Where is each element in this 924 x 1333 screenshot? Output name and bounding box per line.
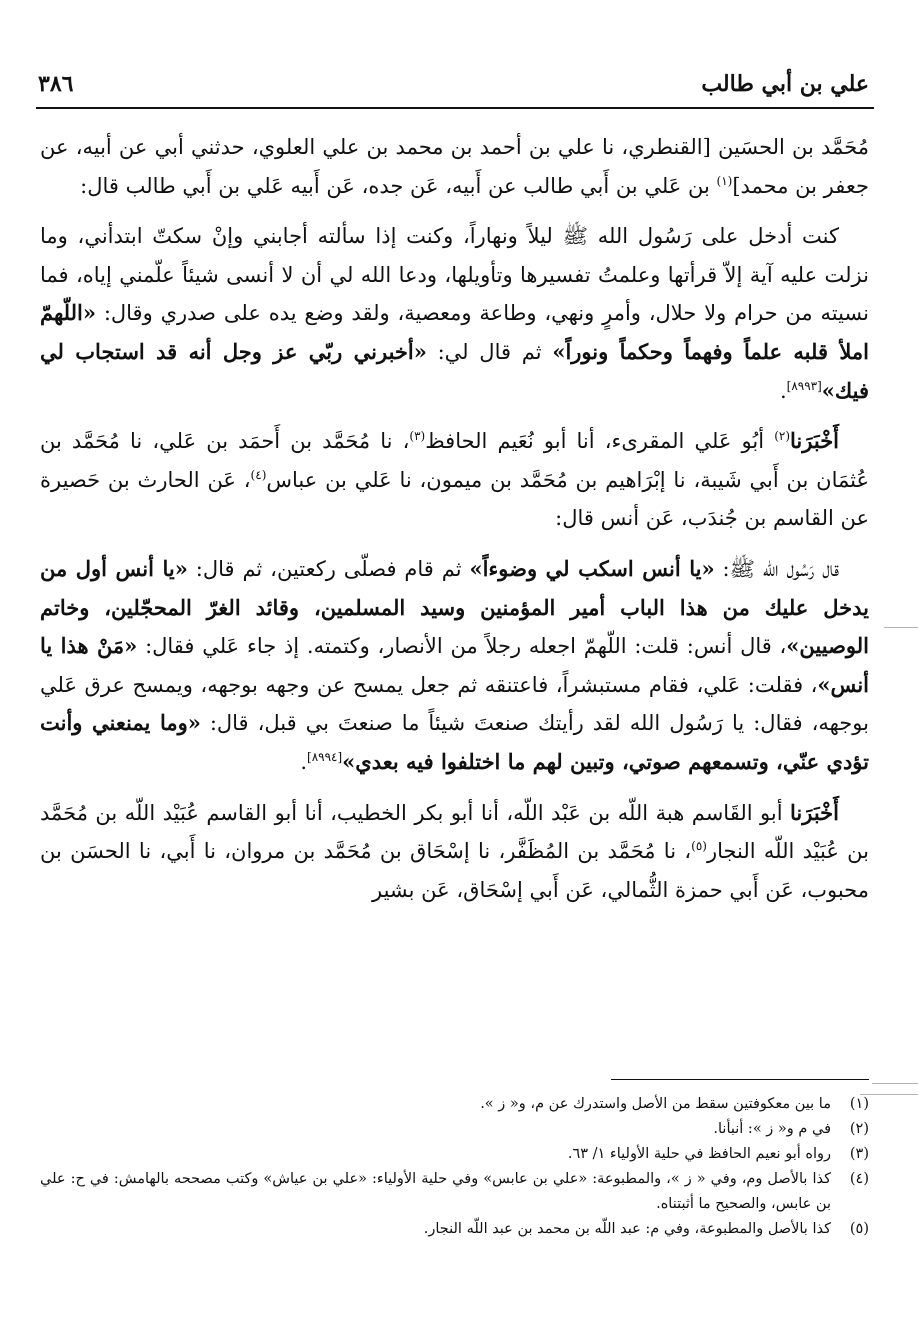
footnote-marker: (١) [716, 173, 733, 188]
paragraph [40, 794, 869, 910]
main-text [40, 128, 869, 921]
footnote-number: (٥) [849, 1221, 869, 1237]
footnote-number: (٢) [849, 1121, 869, 1137]
text-run: ، فقلت: عَلي، فقام مستبشراً، فاعتنقه ثم جعل يمسح عن وجهه بوجهه، ويمسح عرق عَلي بوجهه، فقال: يا رَسُول الله لقد رأيتك صنعتَ شيئاً ما صنعتَ بي قبل، قال: [40, 672, 869, 736]
text-run: . [779, 378, 787, 403]
text-run: بن عَلي بن أَبي طالب عن أَبيه، عَن جده، عَن أَبيه عَلي بن أَبي طالب قال: [80, 173, 717, 198]
header-rule [36, 107, 874, 109]
bold-quote: «مَنْ هذا يا أنس» [40, 633, 869, 697]
running-head [38, 66, 869, 102]
page-number: ٣٨٦ [38, 71, 74, 97]
footnote-text: في م و« ز »: أنبأنا. [713, 1121, 831, 1137]
text-run: ، نا مُحَمَّد بن المُظَفَّر، نا إسْحَاق بن مُحَمَّد بن مروان، نا أَبي، نا الحسَن بن محبوب، عَن أَبي حمزة الثُّمالي، عَن أَبي إسْحَاق، عَن بشير [40, 839, 869, 902]
footnote-text: رواه أبو نعيم الحافظ في حلية الأولياء ١/ ٦٣. [567, 1146, 831, 1162]
footnote-rule [611, 1079, 869, 1080]
footnote-text: ما بين معكوفتين سقط من الأصل واستدرك عن م، و« ز ». [480, 1096, 831, 1112]
paragraph [40, 550, 869, 782]
text-run: ثم قال لي: [426, 339, 553, 364]
text-run: ، قال أنس: قلت: اللّهمّ اجعله رجلاً من الأنصار، وكتمته. إذ جاء عَلي فقال: [137, 634, 787, 659]
bold-quote: «يا أنس اسكب لي وضوءاً» [469, 555, 715, 581]
paragraph [40, 422, 869, 538]
bold-quote: «أخبرني ربّي عز وجل أنه قد استجاب لي فيك» [40, 338, 869, 403]
paragraph [40, 128, 869, 205]
footnote-item [40, 1142, 869, 1167]
text-run: أبُو عَلي المقرىء، أنا أبو نُعَيم الحافظ [425, 429, 775, 454]
footnote-marker: (٣) [409, 429, 426, 444]
text-run: ، عَن الحارث بن حَصيرة عن القاسم بن جُندَب، عَن أنس قال: [40, 467, 869, 531]
text-run: كنت أدخل على رَسُول الله ﷺ ليلاً ونهاراً، وكنت إذا سألته أجابني وإنْ سكتّ ابتدأني، وما نزلت عليه آية إلاّ قرأتها وعلمتُ تفسيرها وتأويلها، ودعا الله لي أن لا أنسى شيئاً علّمني إياه، فما نسيته من حرام ولا حلال، وأمرٍ ونهي، وطاعة ومعصية، ولقد وضع يده على صدري وقال: [40, 224, 869, 326]
footnote-text: كذا بالأصل وم، وفي « ز »، والمطبوعة: «علي بن عابس» وفي حلية الأولياء: «علي بن عياش» وكتب مصححه بالهامش: في ح: علي بن عابس، والصحيح ما أثبتناه. [40, 1171, 831, 1212]
footnote-item [40, 1092, 869, 1117]
footnote-marker: (٤) [250, 467, 267, 482]
paragraph [40, 217, 869, 410]
bold-quote: «يا أنس أول من يدخل عليك من هذا الباب أمير المؤمنين وسيد المسلمين، وقائد الغرّ المحجّلين، وخاتم الوصيين» [40, 555, 869, 659]
footnotes [40, 1092, 869, 1242]
footnote-marker: [٨٩٩٣] [786, 378, 822, 393]
bold-quote: «اللّهمّ املأ قلبه علماً وفهماً وحكماً ونوراً» [40, 300, 869, 364]
footnote-marker: [٨٩٩٤] [307, 749, 343, 764]
scan-mark [860, 1094, 918, 1095]
footnote-number: (٣) [849, 1146, 869, 1162]
footnote-marker: (٢) [774, 429, 791, 444]
text-run: . [300, 749, 307, 774]
footnote-item [40, 1167, 869, 1217]
scan-mark [884, 627, 918, 628]
footnote-item [40, 1117, 869, 1142]
bold-quote: «وما يمنعني وأنت تؤدي عنّي، وتسمعهم صوتي، وتبين لهم ما اختلفوا فيه بعدي» [40, 710, 869, 774]
scan-mark [872, 1083, 918, 1084]
footnote-marker: (٥) [691, 839, 707, 854]
text-run: ، نا مُحَمَّد بن أَحمَد بن عَلي، نا مُحَمَّد بن عُثمَان بن أَبي شَيبة، نا إبْرَاهيم بن مُحَمَّد بن ميمون، نا عَلي بن عباس [40, 429, 869, 492]
footnote-text: كذا بالأصل والمطبوعة، وفي م: عبد اللّه بن محمد بن عبد اللّه النجار. [423, 1221, 831, 1237]
text-run: ثم قام فصلّى ركعتين، ثم قال: [187, 556, 470, 581]
text-run: قال رَسُول الله ﷺ: [714, 556, 839, 581]
bold-quote: أَخْبَرَنا [790, 428, 840, 454]
footnote-number: (١) [849, 1096, 869, 1112]
footnote-number: (٤) [849, 1171, 869, 1187]
running-title: علي بن أبي طالب [701, 71, 869, 97]
bold-quote: أَخْبَرَنا [790, 799, 839, 825]
text-run: مُحَمَّد بن الحسَين [القنطري، نا علي بن أحمد بن محمد بن علي العلوي، حدثني أبي عن أبيه، عن جعفر بن محمد] [40, 135, 869, 198]
text-run: أبو القَاسم هبة اللّه بن عَبْد اللّه، أنا أبو بكر الخطيب، أنا أبو القاسم عُبَيْد اللّه بن مُحَمَّد بن عُبَيْد اللّه النجار [40, 800, 869, 864]
footnote-item [40, 1217, 869, 1242]
